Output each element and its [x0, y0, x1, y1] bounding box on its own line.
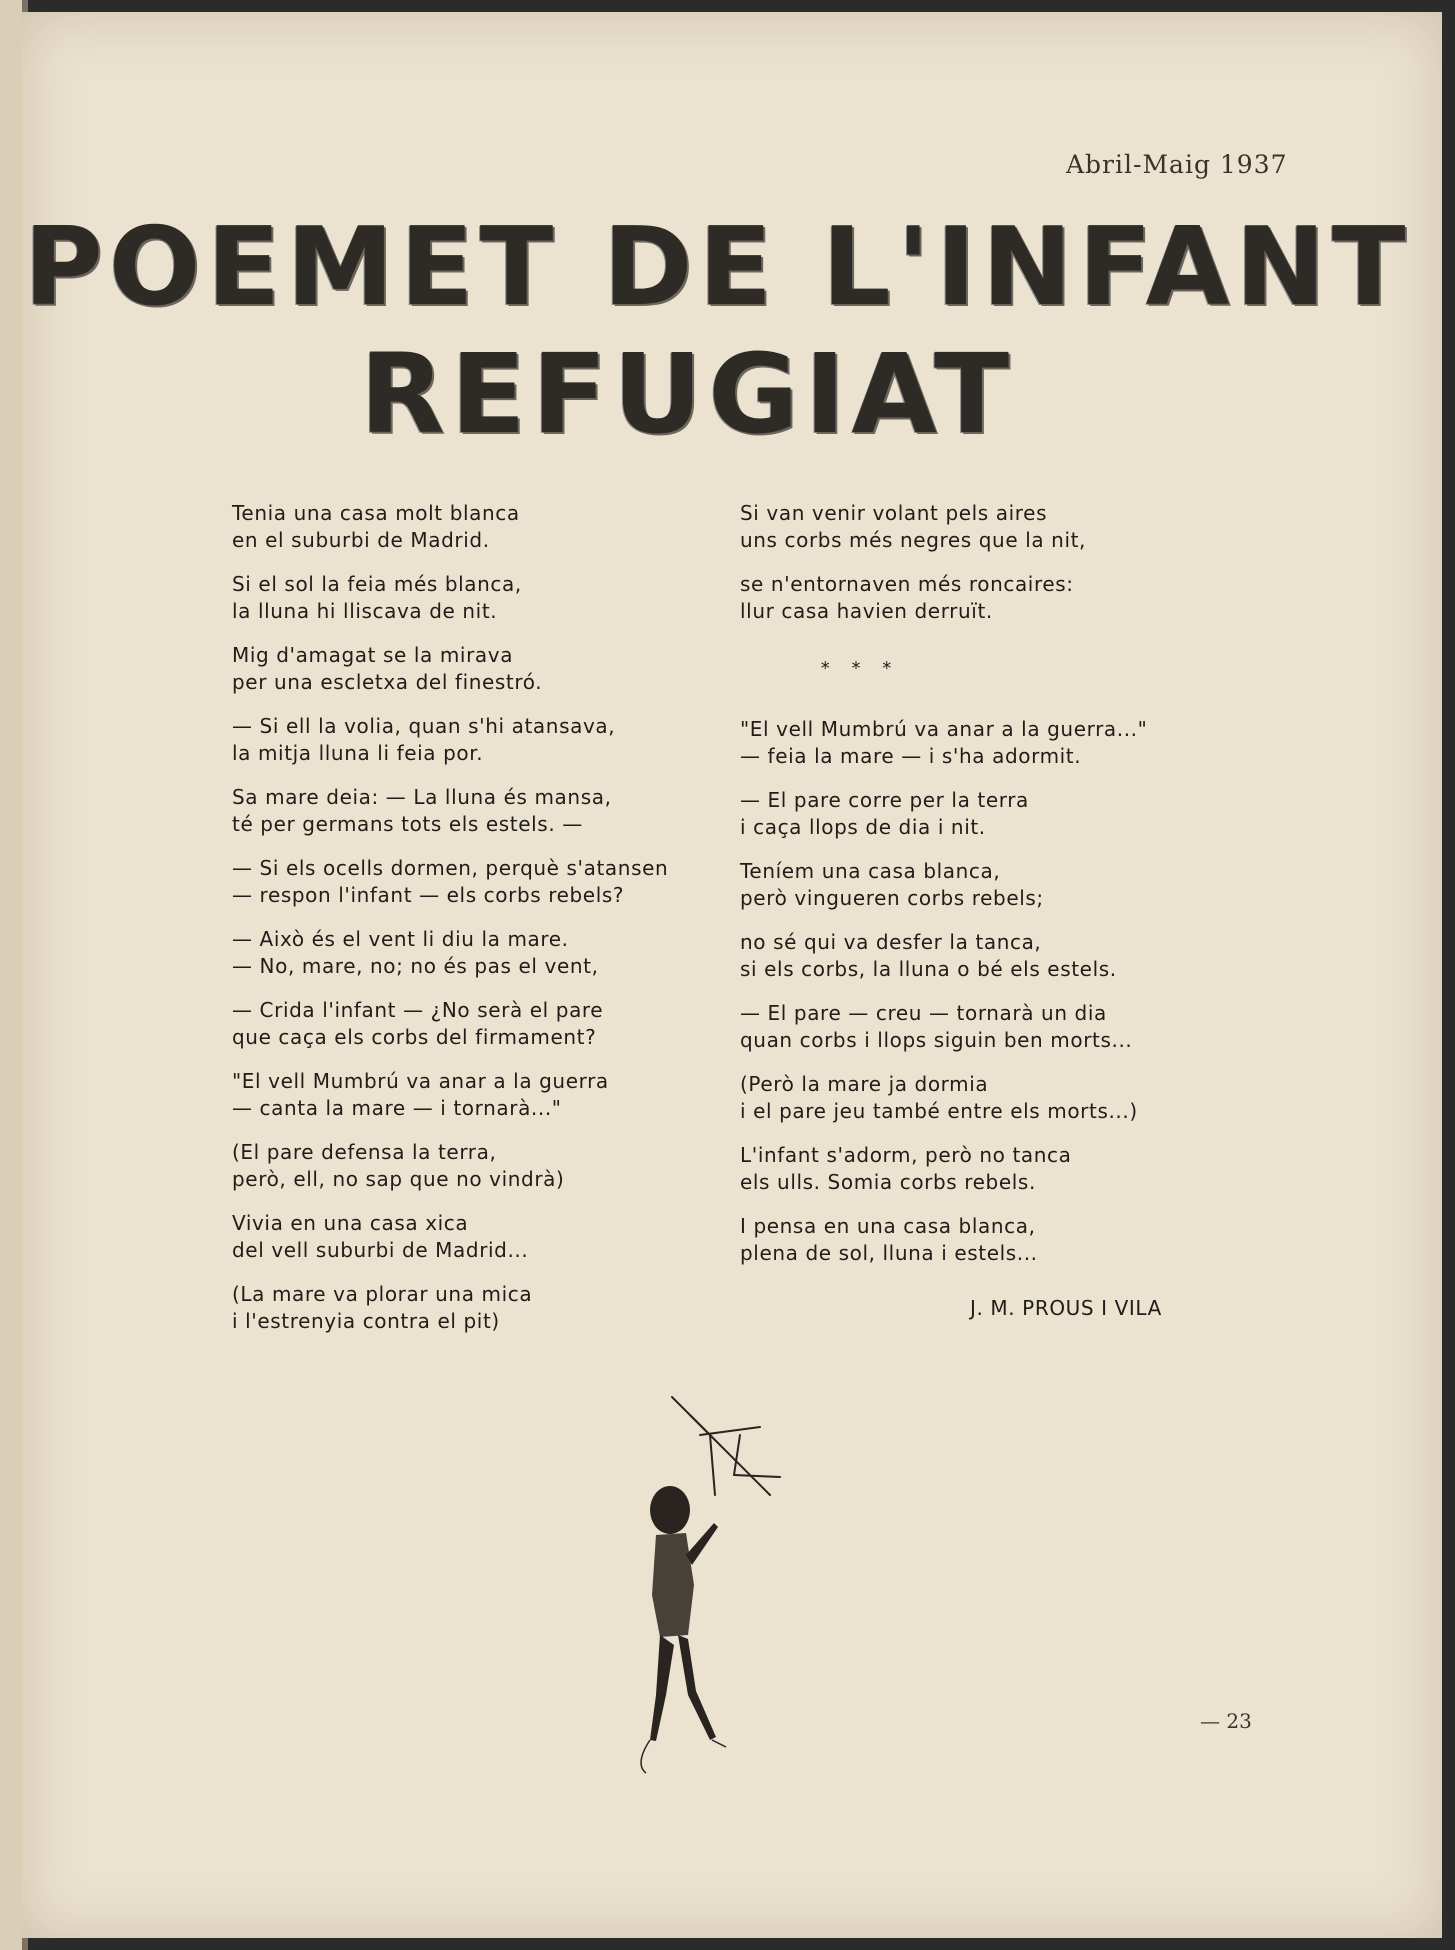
stanza: — Això és el vent li diu la mare. — No, mare, no; no és pas el vent, — [232, 927, 599, 978]
stanza: I pensa en una casa blanca, plena de sol, lluna i estels... — [740, 1214, 1038, 1265]
section-separator: * * * — [820, 658, 900, 679]
stanza: Mig d'amagat se la mirava per una escletxa del finestró. — [232, 643, 543, 694]
stanza: Tenia una casa molt blanca en el suburbi de Madrid. — [232, 501, 520, 552]
stanza: "El vell Mumbrú va anar a la guerra — canta la mare — i tornarà..." — [232, 1069, 609, 1120]
stanza: Sa mare deia: — La lluna és mansa, té per germans tots els estels. — — [232, 785, 612, 836]
stanza: (Però la mare ja dormia i el pare jeu també entre els morts...) — [740, 1072, 1138, 1123]
stanza: L'infant s'adorm, però no tanca els ulls. Somia corbs rebels. — [740, 1143, 1072, 1194]
poem-author: J. M. PROUS I VILA — [970, 1296, 1162, 1320]
stanza: (La mare va plorar una mica i l'estrenyia contra el pit) — [232, 1282, 533, 1333]
stanza: Si van venir volant pels aires uns corbs més negres que la nit, — [740, 501, 1086, 552]
stanza: — El pare — creu — tornarà un dia quan corbs i llops siguin ben morts... — [740, 1001, 1133, 1052]
stanza: no sé qui va desfer la tanca, si els corbs, la lluna o bé els estels. — [740, 930, 1117, 981]
stanza: Teníem una casa blanca, però vingueren corbs rebels; — [740, 859, 1044, 910]
poem-title-line-1: POEMET DE L'INFANT — [23, 205, 1412, 330]
stanza: — Crida l'infant — ¿No serà el pare que caça els corbs del firmament? — [232, 998, 604, 1049]
stanza: se n'entornaven més roncaires: llur casa havien derruït. — [740, 572, 1074, 623]
stanza: (El pare defensa la terra, però, ell, no sap que no vindrà) — [232, 1140, 565, 1191]
page-number: — 23 — [1200, 1709, 1252, 1733]
child-with-kite-sketch-icon — [630, 1395, 790, 1795]
stanza: Si el sol la feia més blanca, la lluna hi lliscava de nit. — [232, 572, 522, 623]
poem-right-column — [740, 500, 1260, 1284]
stanza: — El pare corre per la terra i caça llops de dia i nit. — [740, 788, 1029, 839]
stanza: Vivia en una casa xica del vell suburbi de Madrid... — [232, 1211, 529, 1262]
poem-left-column — [232, 500, 752, 1352]
stanza: — Si els ocells dormen, perquè s'atansen — respon l'infant — els corbs rebels? — [232, 856, 669, 907]
stanza: — Si ell la volia, quan s'hi atansava, la mitja lluna li feia por. — [232, 714, 616, 765]
stanza: "El vell Mumbrú va anar a la guerra..." — feia la mare — i s'ha adormit. — [740, 717, 1148, 768]
poem-title-line-2: REFUGIAT — [359, 330, 1016, 458]
issue-date: Abril-Maig 1937 — [1066, 150, 1288, 179]
